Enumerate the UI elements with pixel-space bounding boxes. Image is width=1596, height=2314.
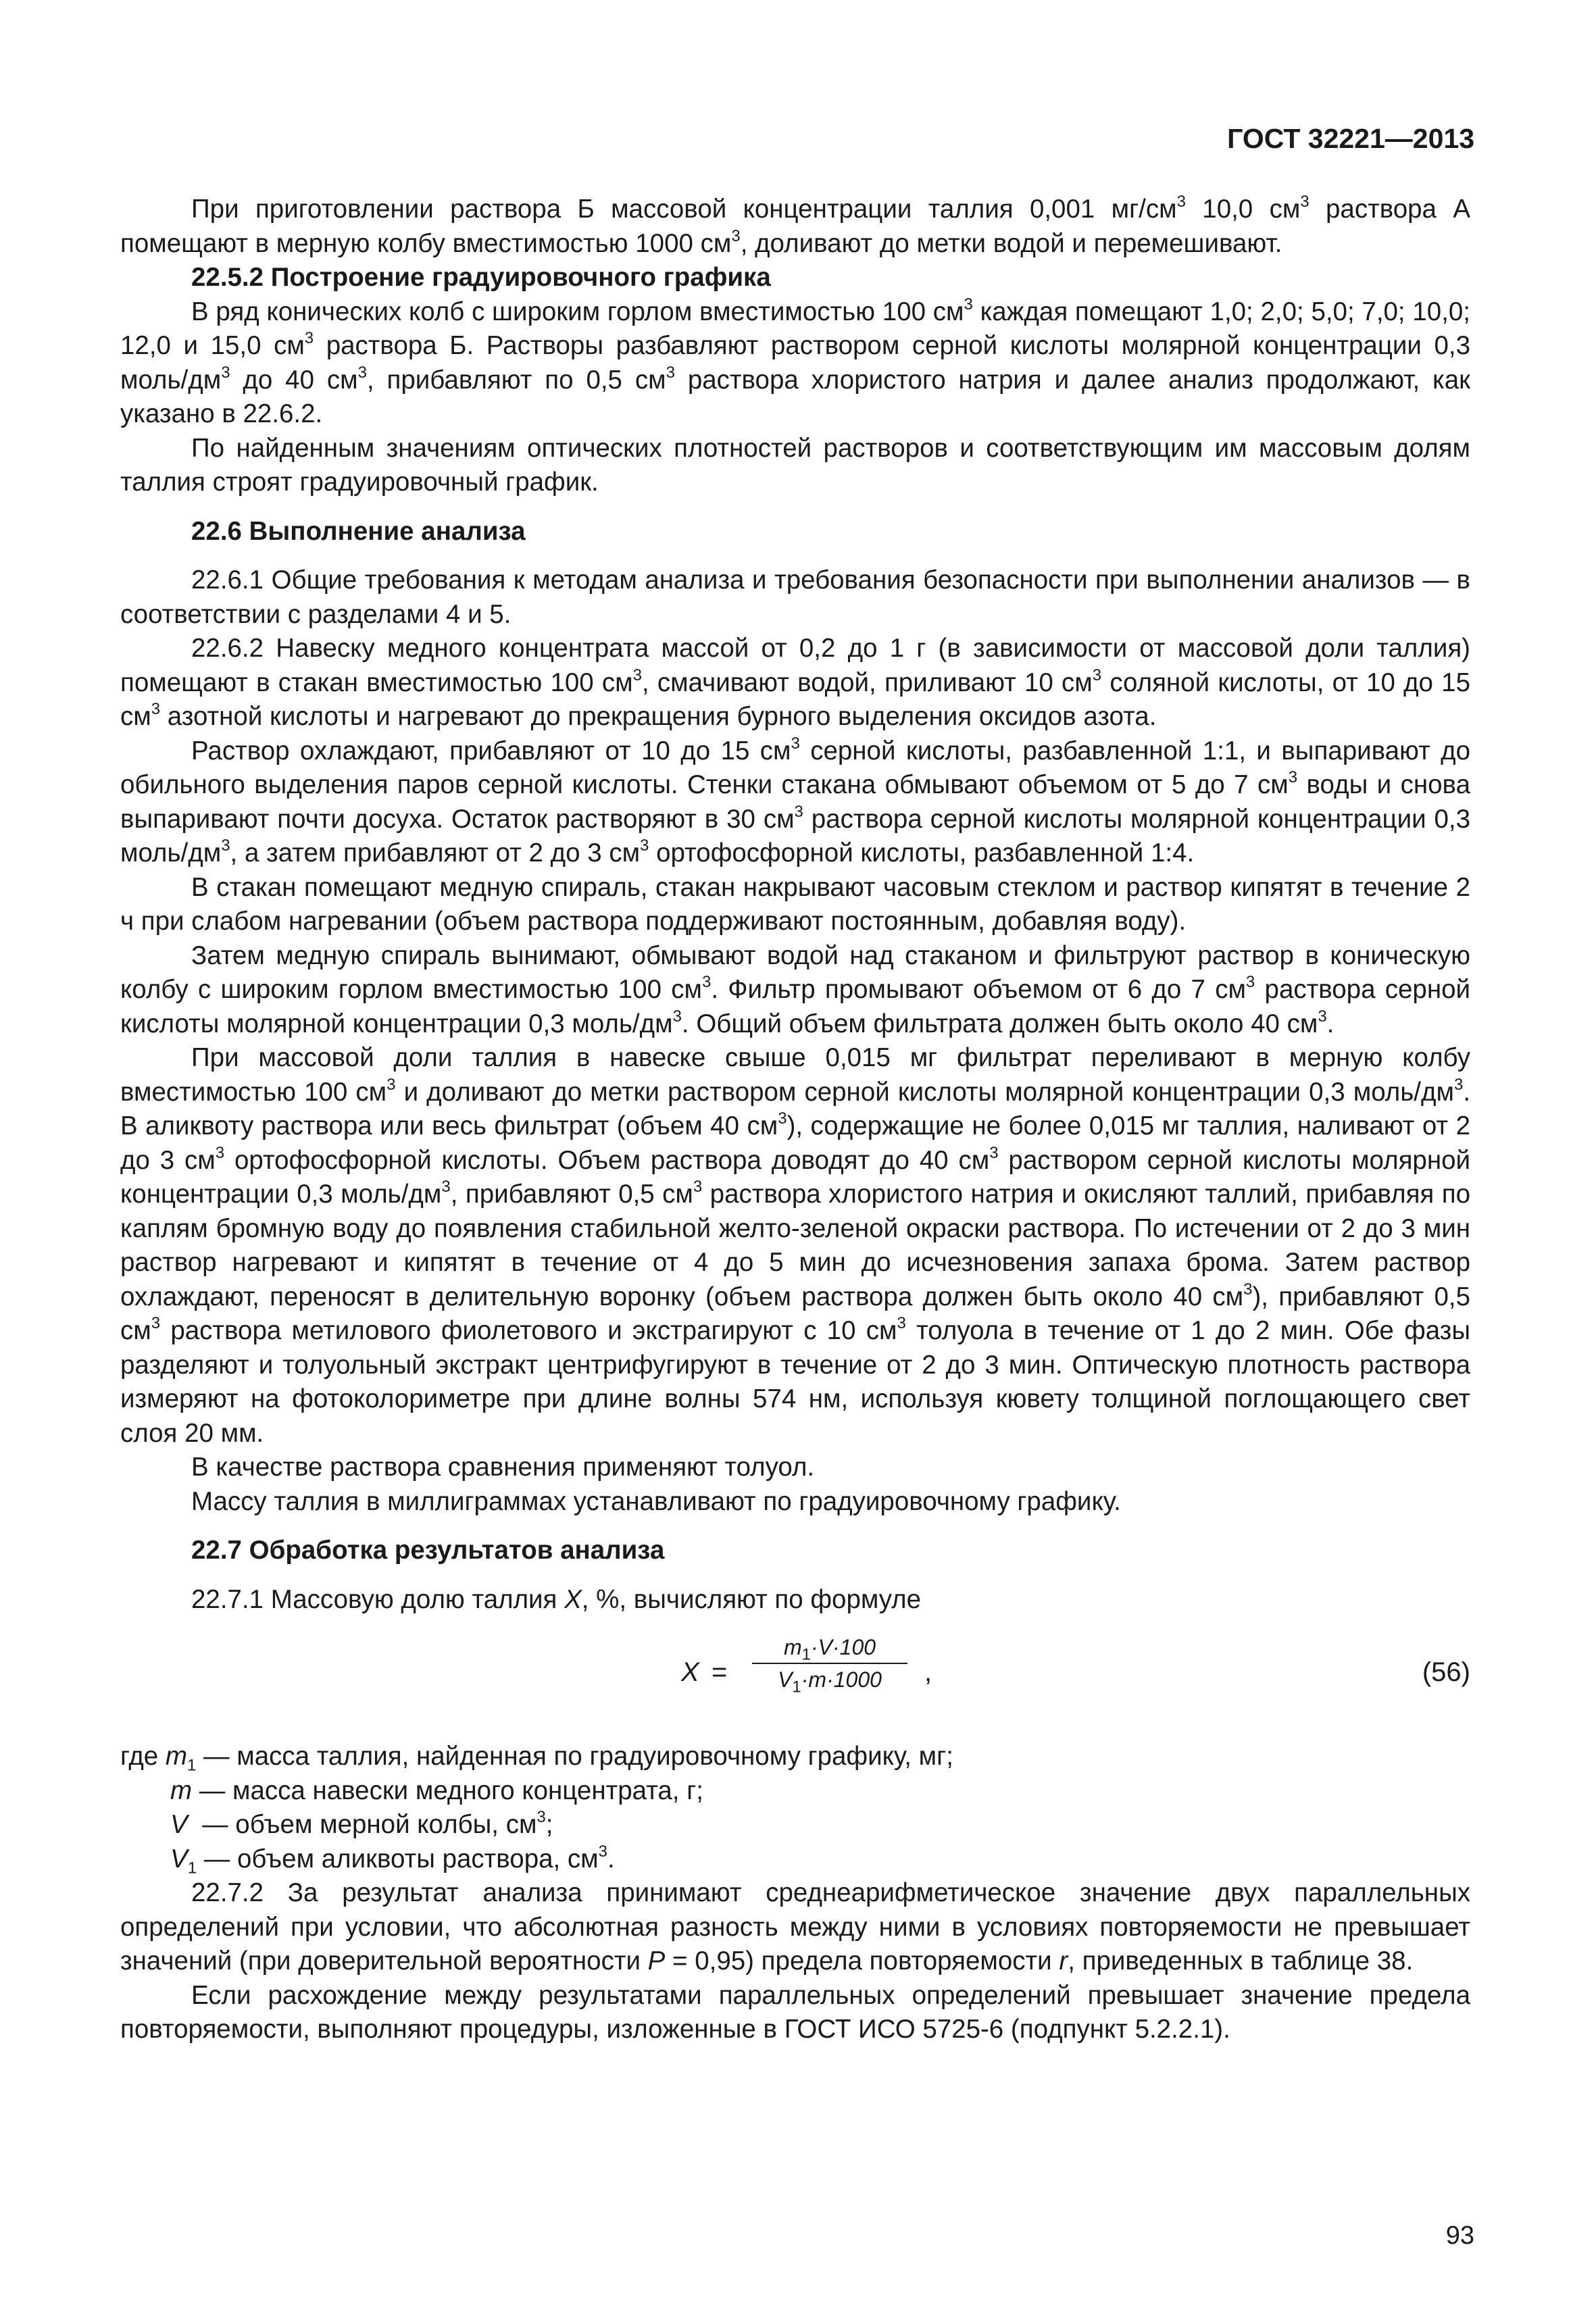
paragraph-22-7-1: 22.7.1 Массовую долю таллия X, %, вычисляют по формуле — [191, 1584, 922, 1614]
paragraph-22-7-2: 22.7.2 За результат анализа принимают среднеарифметическое значение двух параллельных определений при условии, что абсолютная разность между ними в условиях повторяемости не превышает значений (при доверительной вероятности P = 0,95) предела повторяемости r, приведенных в таблице 38. — [120, 1878, 1470, 1976]
paragraph-solution-b: При приготовлении раствора Б массовой концентрации таллия 0,001 $мг/см^3$ 10,0 $см^3$ раствора А помещают в мерную колбу вместимостью 1000 $см^3$, доливают до метки водой и перемешивают. — [120, 193, 1470, 258]
legend-m: m — масса навески медного концентрата, г; — [170, 1776, 703, 1805]
formula-comma: , — [924, 1657, 932, 1687]
paragraph-discrepancy: Если расхождение между результатами параллельных определений превышает значение предела повторяемости, выполняют процедуры, изложенные в ГОСТ ИСО 5725-6 (подпункт 5.2.2.1). — [120, 1980, 1470, 2044]
paragraph-cooling: Раствор охлаждают, прибавляют от 10 до 15 $см^3$ серной кислоты, разбавленной 1:1, и выпаривают до обильного выделения паров серной кислоты. Стенки стакана обмывают объемом от 5 до 7 $см^3$ воды и снова выпаривают почти досуха. Остаток растворяют в 30 $см^3$ раствора серной кислоты молярной концентрации 0,3 моль/$дм^3$, а затем прибавляют от 2 до 3 $см^3$ ортофосфорной кислоты, разбавленной 1:4. — [120, 734, 1471, 867]
formula-numerator: $m_1\cdot V\cdot 100$ — [783, 1635, 876, 1664]
formula-lhs: X — [681, 1657, 699, 1687]
formula-56 — [120, 1626, 1470, 1734]
paragraph-reference-solution: В качестве раствора сравнения применяют толуол. — [191, 1453, 815, 1482]
heading-22-6: 22.6 Выполнение анализа — [191, 516, 526, 546]
document-body — [120, 193, 1470, 2047]
heading-22-7: 22.7 Обработка результатов анализа — [191, 1536, 665, 1565]
formula-fraction — [752, 1633, 907, 1694]
formula-denominator: $V_1\cdot m\cdot 1000$ — [778, 1667, 882, 1696]
legend-v: V — объем мерной колбы, $см^3$; — [170, 1808, 553, 1839]
paragraph-copper-spiral: В стакан помещают медную спираль, стакан накрывают часовым стеклом и раствор кипятят в течение 2 ч при слабом нагревании (объем раствора поддерживают постоянным, добавляя воду). — [120, 872, 1470, 936]
legend-m1: где $m_1$ — масса таллия, найденная по градуировочному графику, мг; — [120, 1742, 953, 1775]
paragraph-thallium-mass: Массу таллия в миллиграммах устанавливают по градуировочному графику. — [191, 1486, 1121, 1516]
formula-equals: = — [712, 1657, 728, 1687]
paragraph-22-6-1: 22.6.1 Общие требования к методам анализа и требования безопасности при выполнении анализов — в соответствии с разделами 4 и 5. — [120, 565, 1470, 629]
paragraph-calibration-graph: По найденным значениям оптических плотностей растворов и соответствующим им массовым долям таллия строят градуировочный график. — [120, 433, 1470, 497]
formula-number: (56) — [1422, 1657, 1470, 1687]
paragraph-filtering: Затем медную спираль вынимают, обмывают водой над стаканом и фильтруют раствор в коническую колбу с широким горлом вместимостью 100 $см^3$. Фильтр промывают объемом от 6 до 7 $см^3$ раствора серной кислоты молярной концентрации 0,3 моль/$дм^3$. Общий объем фильтрата должен быть около 40 $см^3$. — [120, 940, 1470, 1038]
legend-v1: $V_1$ — объем аликвоты раствора, $см^3$. — [170, 1842, 615, 1878]
paragraph-22-6-2: 22.6.2 Навеску медного концентрата массой от 0,2 до 1 г (в зависимости от массовой доли таллия) помещают в стакан вместимостью 100 $см^3$, смачивают водой, приливают 10 $см^3$ соляной кислоты, от 10 до 15 $см^3$ азотной кислоты и нагревают до прекращения бурного выделения оксидов азота. — [120, 634, 1470, 731]
fraction-bar — [752, 1663, 907, 1664]
document-header: ГОСТ 32221—2013 — [1227, 123, 1474, 154]
page-number: 93 — [1445, 2221, 1474, 2250]
paragraph-mass-fraction: При массовой доли таллия в навеске свыше 0,015 мг фильтрат переливают в мерную колбу вместимостью 100 $см^3$ и доливают до метки раствором серной кислоты молярной концентрации 0,3 моль/$дм^3$. В аликвоту раствора или весь фильтрат (объем 40 $см^3$), содержащие не более 0,015 мг таллия, наливают от 2 до 3 $см^3$ ортофосфорной кислоты. Объем раствора доводят до 40 $см^3$ раствором серной кислоты молярной концентрации 0,3 моль/$дм^3$, прибавляют 0,5 $см^3$ раствора хлористого натрия и окисляют таллий, прибавляя по каплям бромную воду до появления стабильной желто-зеленой окраски раствора. По истечении от 2 до 3 мин раствор нагревают и кипятят в течение от 4 до 5 мин до исчезновения запаха брома. Затем раствор охлаждают, переносят в делительную воронку (объем раствора должен быть около 40 $см^3$), прибавляют 0,5 $см^3$ раствора метилового фиолетового и экстрагируют с 10 $см^3$ толуола в течение от 1 до 2 мин. Обе фазы разделяют и толуольный экстракт центрифугируют в течение от 2 до 3 мин. Оптическую плотность раствора измеряют на фотоколориметре при длине волны 574 нм, используя кювету толщиной поглощающего свет слоя 20 мм. — [120, 1043, 1471, 1448]
heading-22-5-2: 22.5.2 Построение градуировочного графика — [191, 263, 771, 292]
paragraph-22-5-2: В ряд конических колб с широким горлом вместимостью 100 $см^3$ каждая помещают 1,0; 2,0; 5,0; 7,0; 10,0; 12,0 и 15,0 $см^3$ раствора Б. Растворы разбавляют раствором серной кислоты молярной концентрации 0,3 моль/$дм^3$ до 40 $см^3$, прибавляют по 0,5 $см^3$ раствора хлористого натрия и далее анализ продолжают, как указано в 22.6.2. — [120, 295, 1470, 428]
